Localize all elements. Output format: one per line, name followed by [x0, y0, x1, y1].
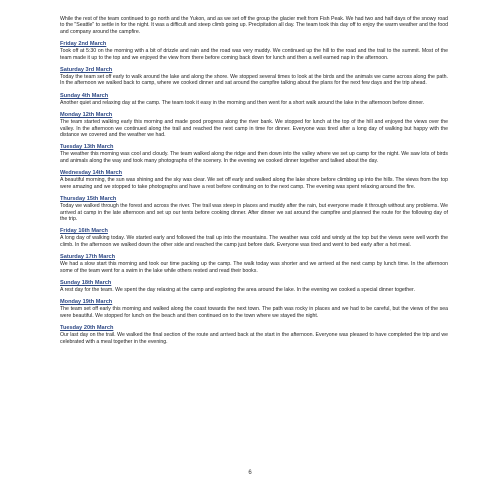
journal-entries — [60, 41, 448, 345]
entry-date: Friday 2nd March — [60, 41, 107, 48]
journal-entry — [60, 228, 448, 248]
entry-date: Friday 16th March — [60, 228, 108, 235]
journal-entry — [60, 254, 448, 274]
entry-date: Tuesday 13th March — [60, 144, 114, 151]
page-number: 6 — [248, 470, 252, 476]
entry-text: Today we walked through the forest and across the river. The trail was steep in places and muddy after the rain, but everyone made it through without any problems. We arrived at camp in the late afternoon and set up our tents before cooking dinner. After dinner we sat around the campfire and planned the route for the following day of the trip. — [60, 203, 448, 222]
journal-entry — [60, 325, 448, 345]
intro-paragraph: While the rest of the team continued to go north and the Yukon, and as we set off the group the glacier melt from Fish Peak. We had two and half days of the snowy road to the "Seattle" to settle in for the night. It was a difficult and steep climb going up. Precipitation all day. The team took this day off to enjoy the warm weather and the food and company around the campfire. — [60, 16, 448, 35]
entry-date: Monday 12th March — [60, 112, 113, 119]
entry-text: The team started walking early this morning and made good progress along the river bank. We stopped for lunch at the top of the hill and enjoyed the views over the valley. In the afternoon we continued along the trail and reached the next camp in time for dinner. Everyone was tired after a long day of walking but happy with the distance we covered and the weather we had. — [60, 119, 448, 139]
entry-text: Our last day on the trail. We walked the final section of the route and arrived back at the start in the afternoon. Everyone was pleased to have completed the trip and we celebrated with a meal together in the evening. — [60, 332, 448, 345]
entry-date: Tuesday 20th March — [60, 325, 114, 332]
journal-entry — [60, 67, 448, 87]
entry-date: Wednesday 14th March — [60, 170, 123, 177]
entry-date: Monday 19th March — [60, 299, 113, 306]
journal-entry — [60, 280, 448, 293]
entry-text: A long day of walking today. We started early and followed the trail up into the mountains. The weather was cold and windy at the top but the views were well worth the climb. In the afternoon we walked down the other side and reached the camp just before dark. Everyone was tired and went to bed early after a hot meal. — [60, 235, 448, 248]
journal-page — [60, 16, 448, 486]
entry-text: We had a slow start this morning and took our time packing up the camp. The walk today was shorter and we arrived at the next camp by lunch time. In the afternoon some of the team went for a swim in the lake while others rested and read their books. — [60, 261, 448, 274]
entry-text: The weather this morning was cool and cloudy. The team walked along the ridge and then down into the valley where we set up camp for the night. We saw lots of birds and animals along the way and took many photographs of the scenery. In the evening we cooked dinner together and talked about the day. — [60, 151, 448, 164]
entry-date: Sunday 4th March — [60, 92, 109, 99]
journal-entry — [60, 93, 448, 106]
journal-entry — [60, 112, 448, 138]
journal-entry — [60, 144, 448, 164]
journal-entry — [60, 196, 448, 222]
entry-date: Saturday 17th March — [60, 254, 116, 261]
entry-date: Saturday 3rd March — [60, 67, 113, 74]
journal-entry — [60, 41, 448, 61]
entry-date: Sunday 18th March — [60, 279, 112, 286]
entry-text: Today the team set off early to walk around the lake and along the shore. We stopped several times to look at the birds and the animals we came across along the path. In the afternoon we walked back to camp, where we cooked dinner and sat around the campfire talking about the plans for the next few days and the trip ahead. — [60, 74, 448, 87]
entry-text: Took off at 5:30 on the morning with a bit of drizzle and rain and the road was very muddy. We continued up the hill to the road and the trail to the summit. Most of the team made it up to the top and we enjoyed the view from there before coming back down for lunch and then a well earned nap in the afternoon. — [60, 48, 448, 61]
journal-entry — [60, 299, 448, 319]
entry-text: A beautiful morning, the sun was shining and the sky was clear. We set off early and walked along the lake shore before climbing up into the hills. The views from the top were amazing and we stopped to take photographs and have a rest before continuing on to the next camp. The evening was spent relaxing around the fire. — [60, 177, 448, 190]
journal-entry — [60, 170, 448, 190]
entry-text: Another quiet and relaxing day at the camp. The team took it easy in the morning and then went for a short walk around the lake in the afternoon before dinner. — [60, 99, 425, 106]
entry-text: A rest day for the team. We spent the day relaxing at the camp and exploring the area around the lake. In the evening we cooked a special dinner together. — [60, 286, 415, 293]
entry-date: Thursday 15th March — [60, 196, 117, 203]
entry-text: The team set off early this morning and walked along the coast towards the next town. The path was rocky in places and we had to be careful, but the views of the sea were beautiful. We stopped for lunch on the beach and then continued on to the town where we stayed the night. — [60, 306, 448, 319]
